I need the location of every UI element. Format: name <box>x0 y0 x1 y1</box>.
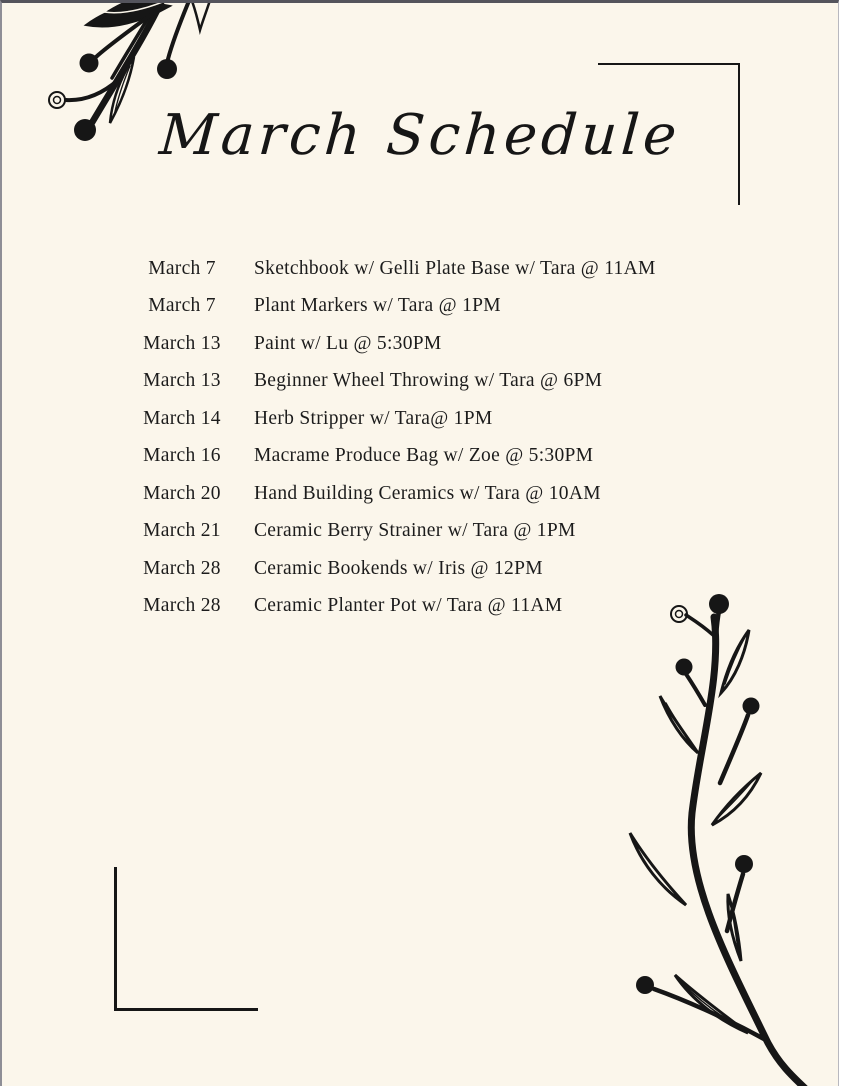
floral-sprig-bottom-right-icon <box>596 558 839 1086</box>
schedule-row <box>126 363 656 401</box>
schedule-row <box>126 438 656 476</box>
schedule-row <box>126 588 656 626</box>
event-date: March 21 <box>143 520 221 542</box>
event-date: March 7 <box>148 257 216 279</box>
event-description: Herb Stripper w/ Tara@ 1PM <box>254 407 493 429</box>
event-description: Sketchbook w/ Gelli Plate Base w/ Tara @ 11AM <box>254 257 656 279</box>
event-date: March 14 <box>143 407 221 429</box>
event-description: Ceramic Bookends w/ Iris @ 12PM <box>254 557 543 579</box>
event-date: March 28 <box>143 557 221 579</box>
event-date: March 28 <box>143 595 221 617</box>
event-description: Hand Building Ceramics w/ Tara @ 10AM <box>254 482 601 504</box>
schedule-row <box>126 513 656 551</box>
event-description: Plant Markers w/ Tara @ 1PM <box>254 295 501 317</box>
schedule-row <box>126 250 656 288</box>
event-description: Ceramic Berry Strainer w/ Tara @ 1PM <box>254 520 576 542</box>
event-description: Macrame Produce Bag w/ Zoe @ 5:30PM <box>254 445 594 467</box>
schedule-row <box>126 288 656 326</box>
event-description: Ceramic Planter Pot w/ Tara @ 11AM <box>254 595 563 617</box>
event-date: March 13 <box>143 332 221 354</box>
event-date: March 20 <box>143 482 221 504</box>
event-date: March 13 <box>143 370 221 392</box>
schedule-row <box>126 475 656 513</box>
schedule-list <box>126 250 656 625</box>
schedule-row <box>126 325 656 363</box>
schedule-row <box>126 550 656 588</box>
page-title: March Schedule <box>157 103 683 168</box>
event-description: Paint w/ Lu @ 5:30PM <box>254 332 442 354</box>
schedule-row <box>126 400 656 438</box>
corner-frame-bottom-left <box>114 867 258 1011</box>
event-date: March 16 <box>143 445 221 467</box>
event-description: Beginner Wheel Throwing w/ Tara @ 6PM <box>254 370 603 392</box>
event-date: March 7 <box>148 295 216 317</box>
